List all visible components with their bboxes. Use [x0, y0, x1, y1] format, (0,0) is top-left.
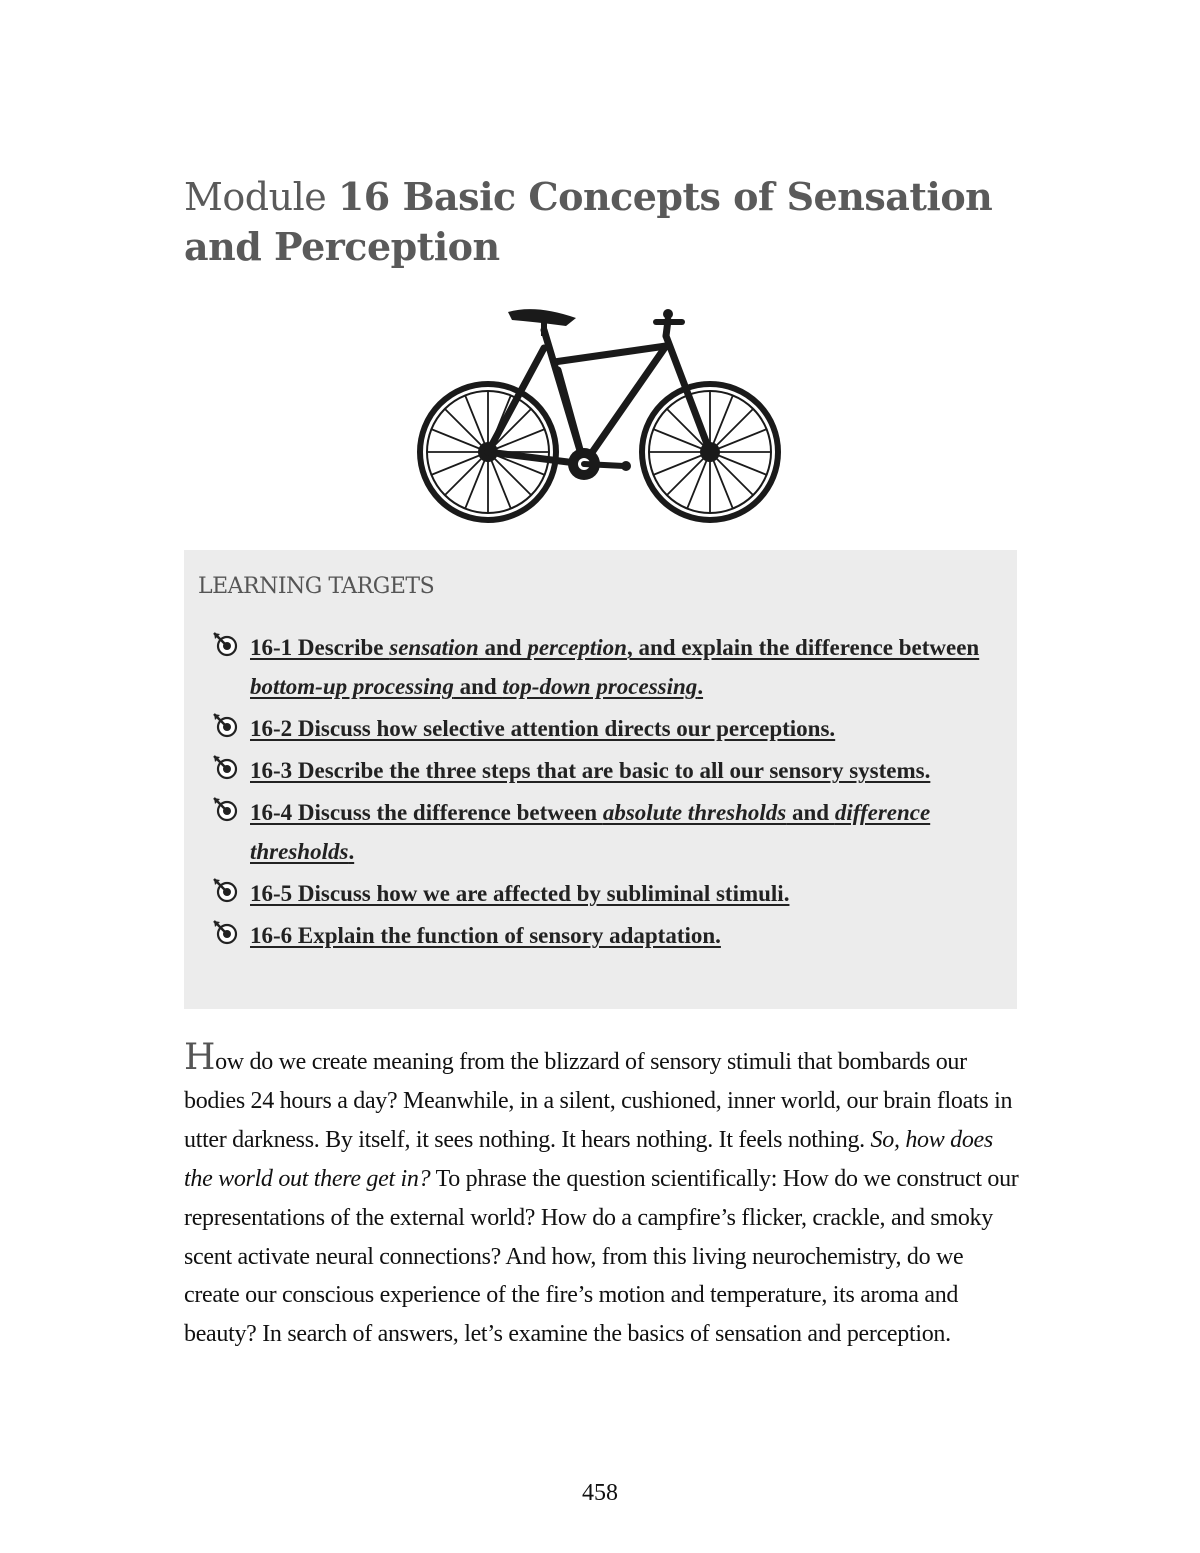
target-arrow-icon	[212, 754, 238, 780]
learning-targets-list	[184, 628, 1017, 958]
target-arrow-icon	[212, 877, 238, 903]
learning-target-16-1[interactable]	[184, 628, 1017, 706]
learning-target-16-3[interactable]	[184, 751, 1017, 790]
learning-target-text: 16-5 Discuss how we are affected by subliminal stimuli.	[250, 881, 790, 906]
target-arrow-icon	[212, 919, 238, 945]
learning-target-text: 16-3 Describe the three steps that are basic to all our sensory systems.	[250, 758, 931, 783]
learning-targets-box	[184, 550, 1017, 1009]
learning-target-text: 16-6 Explain the function of sensory adaptation.	[250, 923, 721, 948]
drop-cap: H	[184, 1037, 216, 1078]
bicycle-illustration	[416, 296, 784, 528]
learning-target-text: 16-2 Discuss how selective attention directs our perceptions.	[250, 716, 836, 741]
body-paragraph: How do we create meaning from the blizzard of sensory stimuli that bombards our bodies 24 hours a day? Meanwhile, in a silent, cushioned, inner world, our brain floats in utter darkness. By itself, it sees nothing. It hears nothing. It feels nothing. So, how does the world out there get in? To phrase the question scientifically: How do we construct our representations of the external world? How do a campfire’s flicker, crackle, and smoky scent activate neural connections? And how, from this living neurochemistry, do we create our conscious experience of the fire’s motion and temperature, its aroma and beauty? In search of answers, let’s examine the basics of sensation and perception.	[184, 1037, 1019, 1348]
target-arrow-icon	[212, 631, 238, 657]
learning-targets-heading: LEARNING TARGETS	[198, 574, 435, 599]
title-prefix: Module	[184, 175, 327, 219]
learning-target-text: 16-1 Describe sensation and perception, and explain the difference between bottom-up processing and top-down processing.	[250, 635, 980, 699]
target-arrow-icon	[212, 796, 238, 822]
target-arrow-icon	[212, 712, 238, 738]
page-title	[184, 172, 1044, 272]
learning-target-16-4[interactable]	[184, 793, 1017, 871]
learning-target-16-5[interactable]	[184, 874, 1017, 913]
learning-target-16-2[interactable]	[184, 709, 1017, 748]
learning-target-16-6[interactable]	[184, 916, 1017, 955]
title-main: 16 Basic Concepts of Sensation and Perception	[184, 174, 993, 269]
learning-target-text: 16-4 Discuss the difference between absolute thresholds and difference thresholds.	[250, 800, 931, 864]
page-number: 458	[582, 1480, 618, 1506]
